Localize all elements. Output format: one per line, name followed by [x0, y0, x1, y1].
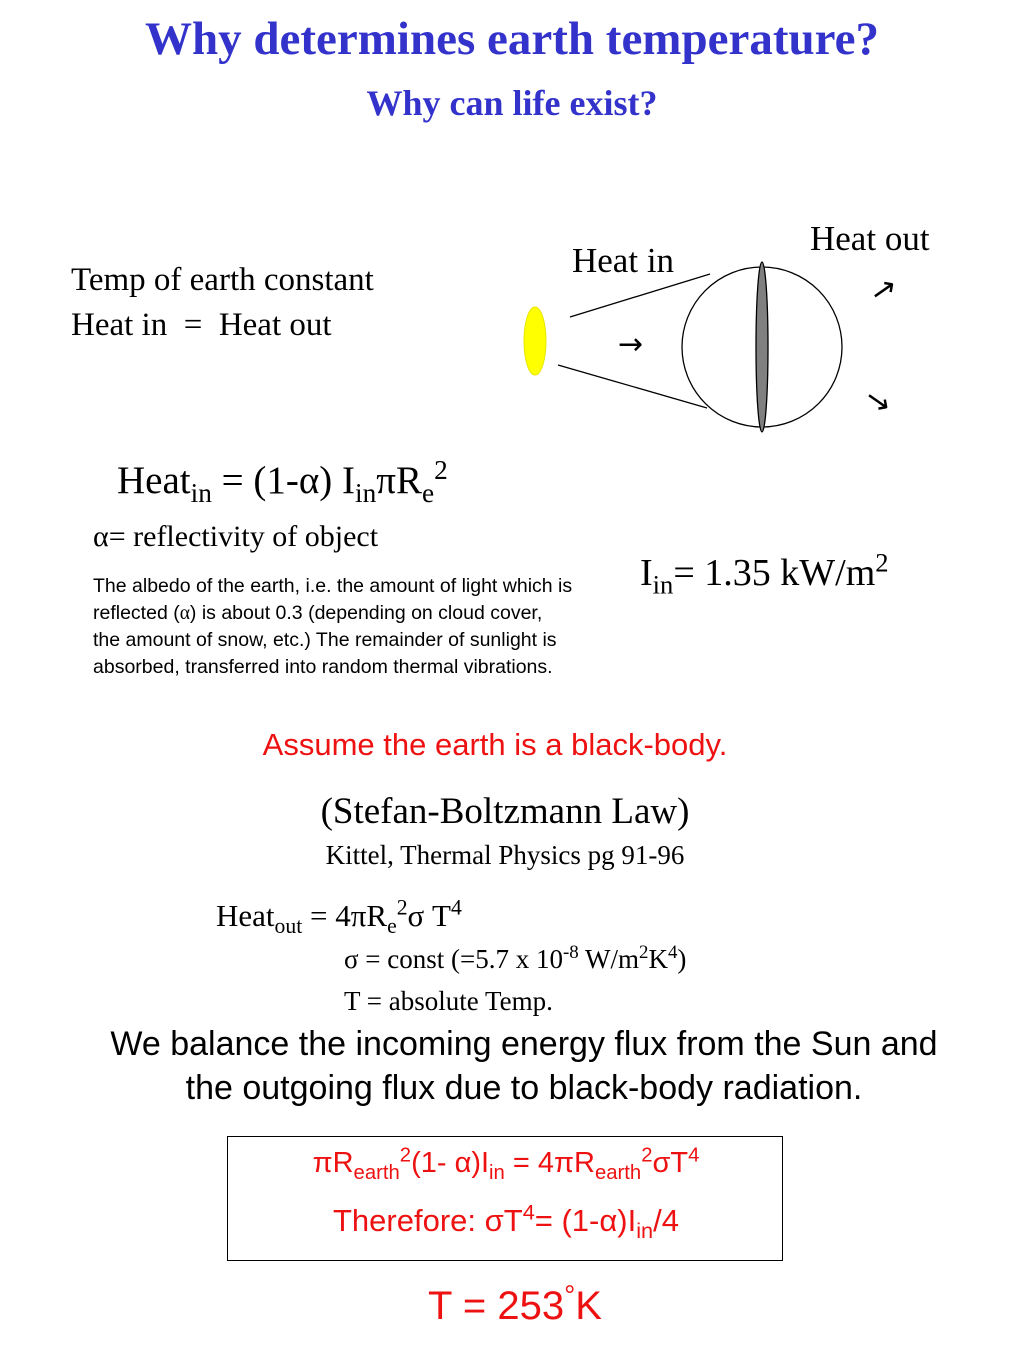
alpha-symbol: α — [179, 603, 190, 624]
box-eq1-in-sub: in — [489, 1161, 505, 1184]
box-eq1-earth-sub-2: earth — [594, 1161, 642, 1184]
final-result-value: T = 253 — [428, 1284, 565, 1328]
heat-out-sigma-t: σ T — [407, 898, 451, 933]
box-eq2-t-sup: 4 — [522, 1199, 535, 1225]
sigma-exponent: -8 — [563, 942, 579, 963]
heat-in-arrow: → — [618, 327, 644, 362]
box-eq1-p3: = 4πR — [504, 1147, 595, 1179]
final-result — [0, 1279, 1024, 1329]
sigma-definition — [344, 944, 686, 975]
result-box — [227, 1136, 783, 1261]
statement-line-2: Heat in = Heat out — [71, 307, 332, 343]
final-result-unit: K — [575, 1284, 602, 1328]
heat-out-radius-sup: 2 — [396, 895, 408, 920]
heat-in-label: Heat in — [572, 241, 675, 280]
heat-out-t-sup: 4 — [450, 895, 462, 920]
heat-in-lhs-sub: in — [190, 477, 212, 508]
alpha-symbol: α — [93, 520, 109, 553]
heat-out-area: = 4πR — [302, 898, 388, 933]
balance-line-1: We balance the incoming energy flux from the Sun and — [110, 1025, 938, 1063]
sigma-unit: W/m — [578, 944, 639, 974]
heat-out-radius-sub: e — [387, 914, 397, 939]
box-eq2-p1: Therefore: σT — [333, 1203, 523, 1238]
heat-in-radius-sub: e — [421, 477, 435, 508]
therefore-equation — [228, 1199, 784, 1244]
heat-out-arrow-up: → — [863, 268, 905, 312]
sigma-unit-kelvin: K — [648, 944, 668, 974]
sun-shape — [524, 307, 546, 375]
heat-out-arrow-down: → — [857, 379, 899, 423]
box-eq1-t-sup: 4 — [688, 1144, 700, 1167]
alpha-definition — [93, 520, 378, 554]
albedo-paragraph — [93, 573, 573, 681]
box-eq1-sq: 2 — [399, 1144, 412, 1167]
assumption-text: Assume the earth is a black-body. — [262, 727, 728, 762]
heat-out-label: Heat out — [810, 219, 930, 258]
heat-out-lhs-sub: out — [274, 914, 303, 939]
balance-line-2: the outgoing flux due to black-body radiation. — [185, 1069, 863, 1107]
heat-in-radius-sup: 2 — [434, 455, 448, 485]
heat-out-lhs: Heat — [216, 898, 275, 933]
sigma-kelvin-sup: 4 — [667, 942, 678, 963]
heat-in-intensity: ) I — [319, 459, 356, 502]
sigma-definition-text: σ = const (=5.7 x 10 — [344, 944, 563, 974]
box-eq2-p3: /4 — [653, 1203, 679, 1238]
page-subtitle: Why can life exist? — [366, 83, 658, 123]
sigma-close: ) — [677, 944, 687, 974]
box-eq1-p2: (1- α)I — [411, 1147, 490, 1179]
heat-in-lhs: Heat — [117, 459, 191, 502]
reference-text: Kittel, Thermal Physics pg 91-96 — [325, 840, 685, 870]
intensity-unit-sup: 2 — [875, 547, 889, 578]
balance-equation — [228, 1144, 784, 1184]
intensity-equation — [640, 547, 889, 600]
albedo-text-part1: The albedo of the earth, i.e. the amount of light which is reflected ( — [93, 575, 573, 624]
intensity-value: = 1.35 kW/m — [673, 552, 876, 594]
heat-in-intensity-sub: in — [355, 477, 377, 508]
earth-cross-section — [756, 262, 768, 432]
alpha-definition-text: = reflectivity of object — [108, 520, 379, 553]
temperature-definition: T = absolute Temp. — [344, 986, 553, 1016]
box-eq2-p2: = (1-α)I — [534, 1203, 637, 1238]
balance-paragraph — [0, 1022, 1024, 1110]
box-eq1-p4: σT — [652, 1147, 689, 1179]
stefan-boltzmann-heading: (Stefan-Boltzmann Law) — [320, 791, 690, 832]
box-eq1-p1: πR — [312, 1147, 354, 1179]
degree-symbol: ° — [564, 1279, 576, 1311]
heat-in-equation — [117, 455, 448, 508]
alpha-symbol: α — [298, 459, 320, 502]
heat-in-area: πR — [376, 459, 422, 502]
box-eq2-in-sub: in — [636, 1218, 654, 1244]
albedo-text-part2: ) is about 0.3 (depending on cloud cover, the amount of snow, etc.) The remainder of sunlight is absorbed, transferred into random thermal vibrations. — [93, 602, 557, 678]
box-eq1-earth-sub: earth — [353, 1161, 400, 1184]
incoming-ray-bottom — [558, 365, 707, 408]
box-eq1-sq-2: 2 — [641, 1144, 653, 1167]
sigma-unit-sup: 2 — [639, 942, 649, 963]
page-title: Why determines earth temperature? — [145, 13, 879, 65]
heat-out-equation — [216, 895, 462, 939]
statement-line-1: Temp of earth constant — [71, 262, 374, 298]
heat-in-eq-sign: = (1- — [211, 459, 299, 502]
intensity-symbol: I — [640, 552, 653, 594]
intensity-sub: in — [652, 569, 674, 600]
